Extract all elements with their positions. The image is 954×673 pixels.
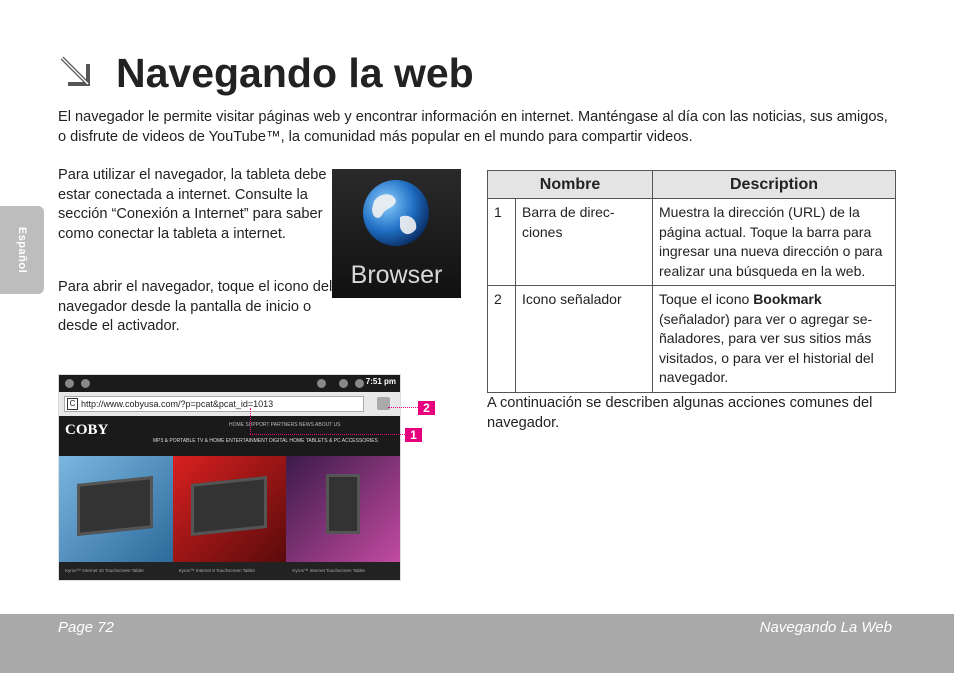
browser-icon-label: Browser: [350, 261, 443, 289]
browser-app-icon: [332, 169, 461, 298]
tablet-image: [326, 474, 360, 534]
language-tab: [0, 206, 44, 294]
product-panel[interactable]: [59, 456, 173, 562]
page-footer: [0, 614, 954, 673]
address-url: http://www.cobyusa.com/?p=pcat&pcat_id=1013: [81, 399, 274, 409]
row-description: Muestra la dirección (URL) de la página actual. Toque la barra para ingresar una nueva dirección o para realizar una búsqueda en la web.: [653, 199, 896, 286]
globe-icon: [317, 379, 326, 388]
page-header: [58, 50, 474, 97]
callout-line: [388, 407, 418, 408]
address-bar-row: [59, 392, 400, 416]
panel-caption: Kyros™ Internet 8 Touchscreen Tablet: [178, 568, 255, 573]
row-number: 2: [488, 286, 516, 393]
row-description: [653, 286, 896, 393]
panel-caption: Kyros™ Internet Touchscreen Tablet: [292, 568, 365, 573]
battery-icon: [355, 379, 364, 388]
android-icon: [81, 379, 90, 388]
site-main-nav[interactable]: MP3 & PORTABLE TV & HOME ENTERTAINMENT DIGITAL HOME TABLETS & PC ACCESSORIES: [153, 438, 378, 444]
wifi-icon: [339, 379, 348, 388]
product-panel[interactable]: [286, 456, 400, 562]
row-name: Barra de direc-ciones: [516, 199, 653, 286]
site-header: [59, 416, 400, 456]
arrow-down-right-icon: [58, 54, 98, 94]
table-row: [488, 199, 896, 286]
globe-icon: [360, 177, 432, 249]
language-tab-label: Español: [16, 226, 28, 274]
desc-bold: Bookmark: [753, 291, 822, 307]
product-panel[interactable]: [173, 456, 287, 562]
table-row: [488, 286, 896, 393]
panel-caption: Kyros™ Internet 10 Touchscreen Tablet: [65, 568, 144, 573]
column-header-description: Description: [653, 171, 896, 199]
site-favicon-icon: C: [67, 398, 78, 410]
callout-line: [250, 434, 405, 435]
callout-marker-2: 2: [418, 401, 435, 415]
site-logo: COBY: [65, 422, 109, 438]
address-bar[interactable]: [64, 396, 364, 412]
desc-text: (señalador) para ver o agregar se-ñaladores, para ver sus sitios más visitados, o para ver el historial del navegador.: [659, 310, 874, 385]
desc-text: Toque el icono: [659, 291, 754, 307]
page-title: Navegando la web: [116, 50, 474, 96]
actions-intro-paragraph: A continuación se describen algunas acciones comunes del navegador.: [487, 395, 873, 431]
tablet-image: [191, 476, 267, 536]
intro-paragraph: El navegador le permite visitar páginas web y encontrar información en internet. Manténgase al día con las noticias, sus amigos, o disfrute de videos de YouTube™, la comunidad más popular en el mundo para compartir videos.: [58, 109, 888, 145]
row-name: Icono señalador: [516, 286, 653, 393]
product-panels: [59, 456, 400, 562]
page-number: Page 72: [58, 619, 114, 636]
callout-marker-1: 1: [405, 428, 422, 442]
status-time: 7:51 pm: [365, 377, 396, 386]
browser-parts-table: [487, 170, 896, 393]
tablet-image: [77, 476, 153, 536]
status-bar: [59, 375, 400, 392]
usb-icon: [65, 379, 74, 388]
connection-paragraph: Para utilizar el navegador, la tableta debe estar conectada a internet. Consulte la sección “Conexión a Internet” para saber como conectar la tableta a internet.: [58, 167, 327, 242]
site-top-nav[interactable]: HOME SUPPORT PARTNERS NEWS ABOUT US: [229, 422, 341, 428]
open-browser-paragraph: Para abrir el navegador, toque el icono del navegador desde la pantalla de inicio o desde el activador.: [58, 279, 333, 334]
panel-captions: [59, 562, 400, 580]
row-number: 1: [488, 199, 516, 286]
browser-screenshot: [58, 374, 401, 581]
callout-line: [250, 408, 251, 434]
column-header-name: Nombre: [488, 171, 653, 199]
section-name: Navegando La Web: [759, 619, 892, 636]
bookmark-icon[interactable]: [377, 397, 390, 410]
